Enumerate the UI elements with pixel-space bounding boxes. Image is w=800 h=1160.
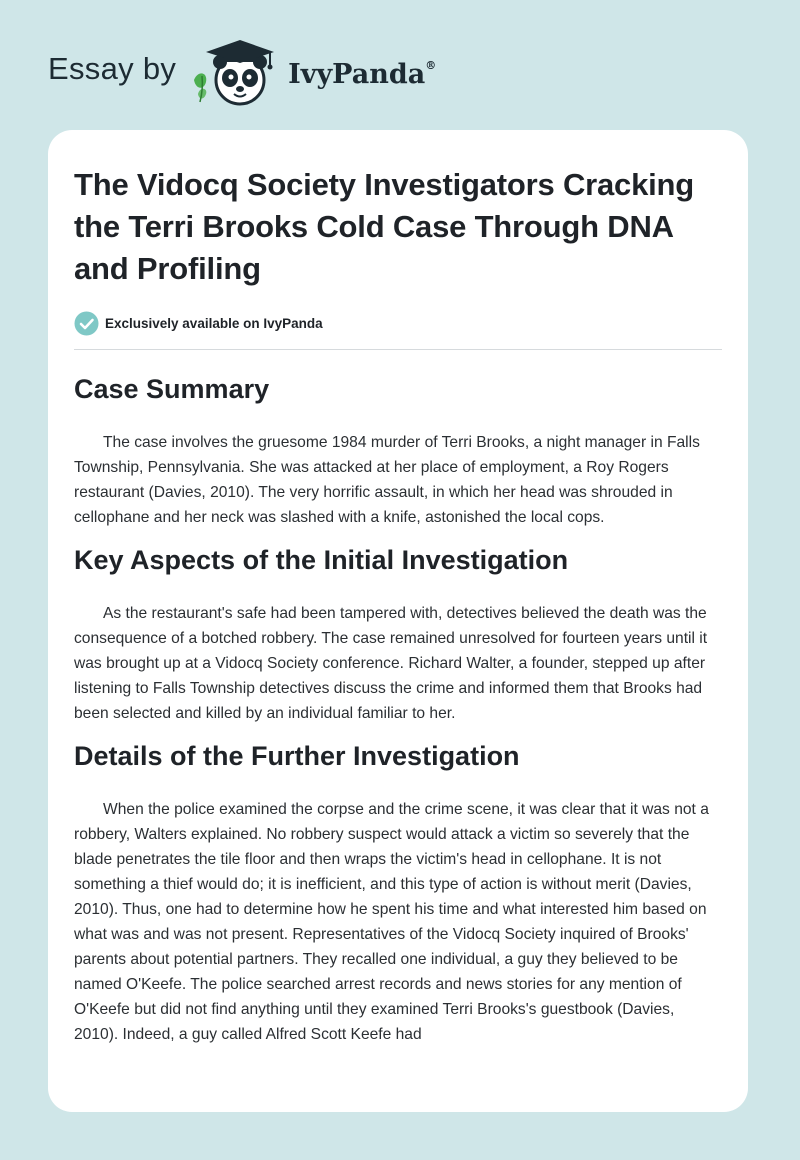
section-case-summary	[74, 372, 722, 530]
essay-by-label: Essay by	[48, 51, 177, 86]
brand-name-text: IvyPanda	[288, 58, 426, 90]
section-heading: Case Summary	[74, 374, 270, 404]
title-divider	[74, 349, 722, 350]
essay-card	[48, 130, 748, 1112]
exclusive-badge-label: Exclusively available on IvyPanda	[105, 315, 323, 331]
section-heading: Details of the Further Investigation	[74, 741, 520, 771]
panda-graduate-icon	[190, 36, 282, 108]
section-initial-investigation	[74, 543, 722, 726]
check-circle-icon	[74, 311, 99, 336]
site-header	[48, 36, 436, 108]
section-paragraph: As the restaurant's safe had been tampered with, detectives believed the death was the consequence of a botched robbery. The case remained unresolved for fourteen years until it was brought up at a Vidocq Society conference. Richard Walter, a founder, stepped up after listening to Falls Township detectives discuss the crime and informed them that Brooks had been selected and killed by an individual familiar to her.	[74, 605, 708, 722]
section-heading: Key Aspects of the Initial Investigation	[74, 545, 569, 575]
trademark-symbol: ®	[425, 58, 437, 72]
section-further-investigation	[74, 739, 722, 1047]
page-title: The Vidocq Society Investigators Cracking the Terri Brooks Cold Case Through DNA and Profiling	[74, 167, 695, 286]
section-paragraph: When the police examined the corpse and the crime scene, it was clear that it was not a robbery, Walters explained. No robbery suspect would attack a victim so severely that the blade penetrates the tile floor and then wraps the victim's head in cellophane. It is not something a thief would do; it is inefficient, and this type of action is without merit (Davies, 2010). Thus, one had to determine how he spent his time and what interested him based on what was and was not present. Representatives of the Vidocq Society inquired of Brooks' parents about potential partners. They recalled one individual, a guy they believed to be named O'Keefe. The police searched arrest records and news stories for any mention of O'Keefe but did not find anything until they examined Terri Brooks's guestbook (Davies, 2010). Indeed, a guy called Alfred Scott Keefe had	[74, 801, 709, 1043]
brand-name	[288, 59, 436, 90]
section-paragraph: The case involves the gruesome 1984 murder of Terri Brooks, a night manager in Falls Township, Pennsylvania. She was attacked at her place of employment, a Roy Rogers restaurant (Davies, 2010). The very horrific assault, in which her head was shrouded in cellophane and her neck was slashed with a knife, astonished the local cops.	[74, 434, 700, 526]
exclusive-badge	[74, 310, 722, 336]
